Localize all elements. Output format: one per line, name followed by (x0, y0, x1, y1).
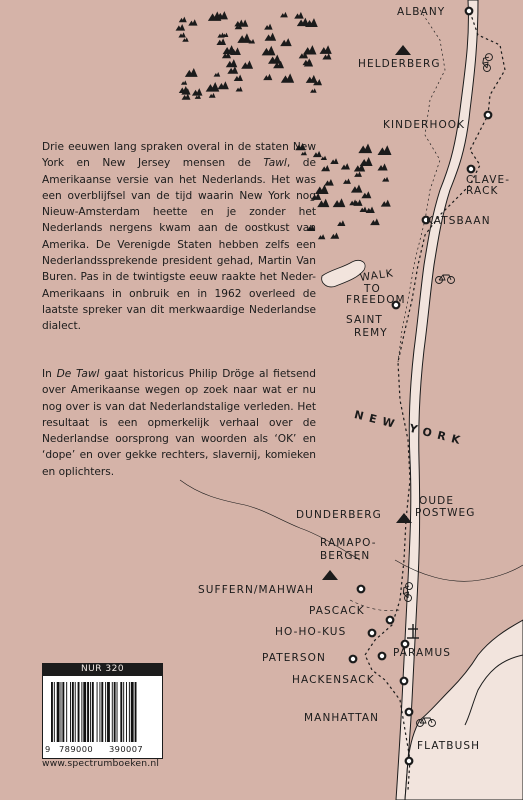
mountain-icon (294, 12, 304, 19)
mountain-icon (185, 68, 198, 77)
mountain-icon (188, 19, 197, 25)
mountain-icon (176, 24, 186, 31)
label-helderberg: HELDERBERG (358, 58, 441, 70)
label-pascack: PASCACK (309, 605, 365, 617)
dot-hohokus (369, 630, 376, 637)
dot-hackensack (379, 653, 386, 660)
mountain-icon (268, 54, 281, 63)
blurb-text: Drie eeuwen lang spraken overal in de staten New York en New Jersey mensen de (42, 141, 316, 170)
mountain-icon (263, 74, 272, 80)
label-paramus: PARAMUS (393, 647, 452, 659)
barcode-bar (117, 682, 118, 742)
mountain-icon (192, 88, 203, 95)
label-kinderhook: KINDERHOOK (383, 119, 466, 131)
barcode-bar (66, 682, 67, 742)
dunderberg-mountain-icon (396, 513, 412, 523)
mountain-icon (377, 163, 387, 170)
mountain-icon (321, 156, 327, 160)
label-manhattan: MANHATTAN (304, 712, 380, 724)
publisher-website: www.spectrumboeken.nl (42, 758, 160, 769)
mountain-icon (324, 179, 334, 186)
helderberg-mountain-icon (395, 45, 411, 55)
mountain-icon (178, 32, 185, 37)
barcode-bar (97, 682, 98, 742)
label-oude-postweg (415, 495, 476, 519)
mountain-icon (226, 59, 237, 67)
mountain-icon (264, 24, 272, 30)
mountain-icon (320, 45, 332, 54)
barcode-bar (78, 682, 80, 742)
label-claverack-2: RACK (466, 185, 499, 197)
mountain-icon (281, 73, 294, 82)
mountain-icon (303, 45, 317, 54)
mountain-icon (330, 158, 338, 164)
mountain-icon (361, 191, 371, 198)
barcode-bar (51, 682, 53, 742)
barcode-block (42, 663, 163, 759)
ramapo-mountain-icon (322, 570, 338, 580)
label-walk-2: TO (364, 283, 381, 295)
barcode-bar (87, 682, 89, 742)
mountain-icon (236, 87, 243, 92)
mountain-icon (217, 81, 228, 89)
mountain-icon (182, 37, 188, 42)
dot-hackensack-2 (401, 678, 408, 685)
barcode-bar (61, 682, 62, 742)
mountain-icon (223, 45, 236, 54)
barcode-bar (72, 682, 74, 742)
book-title-italic: Tawl (263, 157, 287, 170)
dot-kinderhook (485, 112, 492, 119)
blurb-text: , de Amerikaanse versie van het Nederlands. Het was een overblijfsel van de tijd waarin New York nog Nieuw-Amsterdam heette en je zonder het Nederlands nergens kwam aan de oostkust van Amerika. De Verenigde Staten hebben zelfs een Nederlandssprekende president gehad, Martin Van Buren. Pas in de twintigste eeuw raakte het Neder-Amerikaans in onbruik en in 1962 overleed de laatste spreker van dit merkwaardige Nederlandse dialect. (42, 157, 316, 333)
blurb-paragraph-1 (42, 139, 316, 335)
barcode-bar (99, 682, 100, 742)
mountain-icon (280, 12, 288, 17)
blurb-text: In (42, 368, 57, 380)
dot-pascack (387, 617, 394, 624)
label-paterson: PATERSON (262, 652, 326, 664)
mountain-icon (343, 178, 351, 184)
mountain-icon (358, 143, 372, 153)
barcode-bar (90, 682, 91, 742)
label-ramapo-2: BERGEN (320, 550, 371, 562)
mountain-icon (237, 33, 251, 43)
blurb-paragraph-2 (42, 366, 316, 480)
mountain-icon (366, 206, 375, 212)
dot-claverack (468, 166, 475, 173)
barcode-bar (75, 682, 76, 742)
mountain-icon (209, 93, 216, 98)
dot-manhattan (406, 709, 413, 716)
mountain-icon (378, 145, 392, 155)
label-walk-to-freedom (346, 267, 406, 306)
label-saint-remy-2: REMY (354, 327, 388, 339)
mountain-icon (318, 234, 325, 239)
mountain-icon (310, 88, 317, 93)
mountain-cluster-top (176, 11, 332, 100)
mountain-icon (315, 185, 329, 194)
mountain-icon (330, 232, 339, 238)
barcode-bar (123, 682, 124, 742)
mountain-icon (354, 171, 362, 176)
label-claverack-1: CLAVE- (466, 174, 511, 186)
mountain-icon (297, 18, 309, 27)
label-dunderberg: DUNDERBERG (296, 509, 382, 521)
barcode-bar (70, 682, 71, 742)
barcode-bar (101, 682, 103, 742)
label-oude-postweg-1: OUDE (419, 495, 455, 507)
label-claverack (466, 175, 510, 197)
barcode-bar (92, 682, 94, 742)
barcode-bar (112, 682, 113, 742)
mountain-icon (216, 38, 226, 45)
mountain-icon (381, 200, 391, 207)
mountain-icon (179, 86, 189, 93)
mountain-icon (322, 53, 331, 59)
label-ho-ho-kus: HO-HO-KUS (275, 626, 347, 638)
mountain-icon (234, 75, 243, 81)
barcode-bar (54, 682, 55, 742)
barcode-bar (120, 682, 122, 742)
barcode-bar (62, 682, 64, 742)
mountain-icon (337, 220, 345, 226)
mountain-icon (382, 177, 389, 182)
barcode-bar (135, 682, 137, 742)
label-katsbaan: KATSBAAN (426, 215, 491, 227)
barcode-bar (126, 682, 127, 742)
barcode-digits-right: 390007 (109, 744, 144, 754)
label-new-york: NEW YORK (352, 408, 468, 449)
label-walk-3: FREEDOM (346, 294, 406, 306)
label-saint-remy (346, 314, 388, 340)
barcode-bar (131, 682, 134, 742)
mountain-icon (227, 66, 238, 74)
barcode-digit-lead: 9 (45, 744, 51, 754)
mountain-icon (341, 163, 350, 169)
dot-flatbush (406, 758, 413, 765)
mountain-icon (321, 165, 330, 171)
dot-albany (466, 8, 473, 15)
mountain-icon (262, 46, 276, 56)
dot-paterson (350, 656, 357, 663)
barcode-bars (51, 682, 157, 744)
mountain-icon (370, 218, 380, 225)
mountain-icon (181, 80, 187, 84)
label-ramapo-1: RAMAPO- (320, 537, 377, 549)
barcode-digits-left: 789000 (59, 744, 94, 754)
blurb-text: gaat historicus Philip Dröge al fietsend over Amerikaanse wegen op zoek naar wat er nu nog over is van dat Nederlandstalige verleden. Het resultaat is een opmerkelijk verhaal over de Nederlandse oorsprong van woorden als ‘OK’ en ‘dope’ en over gekke rechters, slavernij, komieken en oplichters. (42, 368, 316, 478)
mountain-icon (214, 72, 221, 77)
barcode (42, 676, 163, 759)
label-suffern-mahwah: SUFFERN/MAHWAH (198, 584, 315, 596)
barcode-bar (129, 682, 130, 742)
mountain-icon (217, 33, 224, 38)
label-saint-remy-1: SAINT (346, 314, 383, 326)
bicycle-icon (436, 275, 455, 284)
mountain-icon (351, 185, 362, 193)
barcode-bar (105, 682, 106, 742)
mountain-icon (179, 17, 187, 23)
mountain-icon (206, 82, 220, 92)
barcode-bar (57, 682, 60, 742)
label-hackensack: HACKENSACK (292, 674, 375, 686)
barcode-bar (114, 682, 116, 742)
barcode-bar (107, 682, 110, 742)
barcode-bar (83, 682, 86, 742)
label-oude-postweg-2: POSTWEG (415, 507, 476, 519)
nur-code: NUR 320 (42, 663, 163, 676)
dot-suffern (358, 586, 365, 593)
mountain-icon (333, 198, 346, 207)
barcode-bar (81, 682, 82, 742)
mountain-icon (265, 33, 277, 41)
label-walk-1: WALK (359, 267, 395, 284)
mountain-icon (280, 38, 292, 46)
label-flatbush: FLATBUSH (417, 740, 481, 752)
mountain-icon (241, 60, 253, 68)
label-albany: ALBANY (397, 6, 446, 18)
bicycle-icon (481, 53, 492, 72)
mountain-icon (359, 206, 367, 212)
label-ramapo-bergen (320, 537, 377, 563)
book-title-italic: De Tawl (56, 368, 100, 380)
